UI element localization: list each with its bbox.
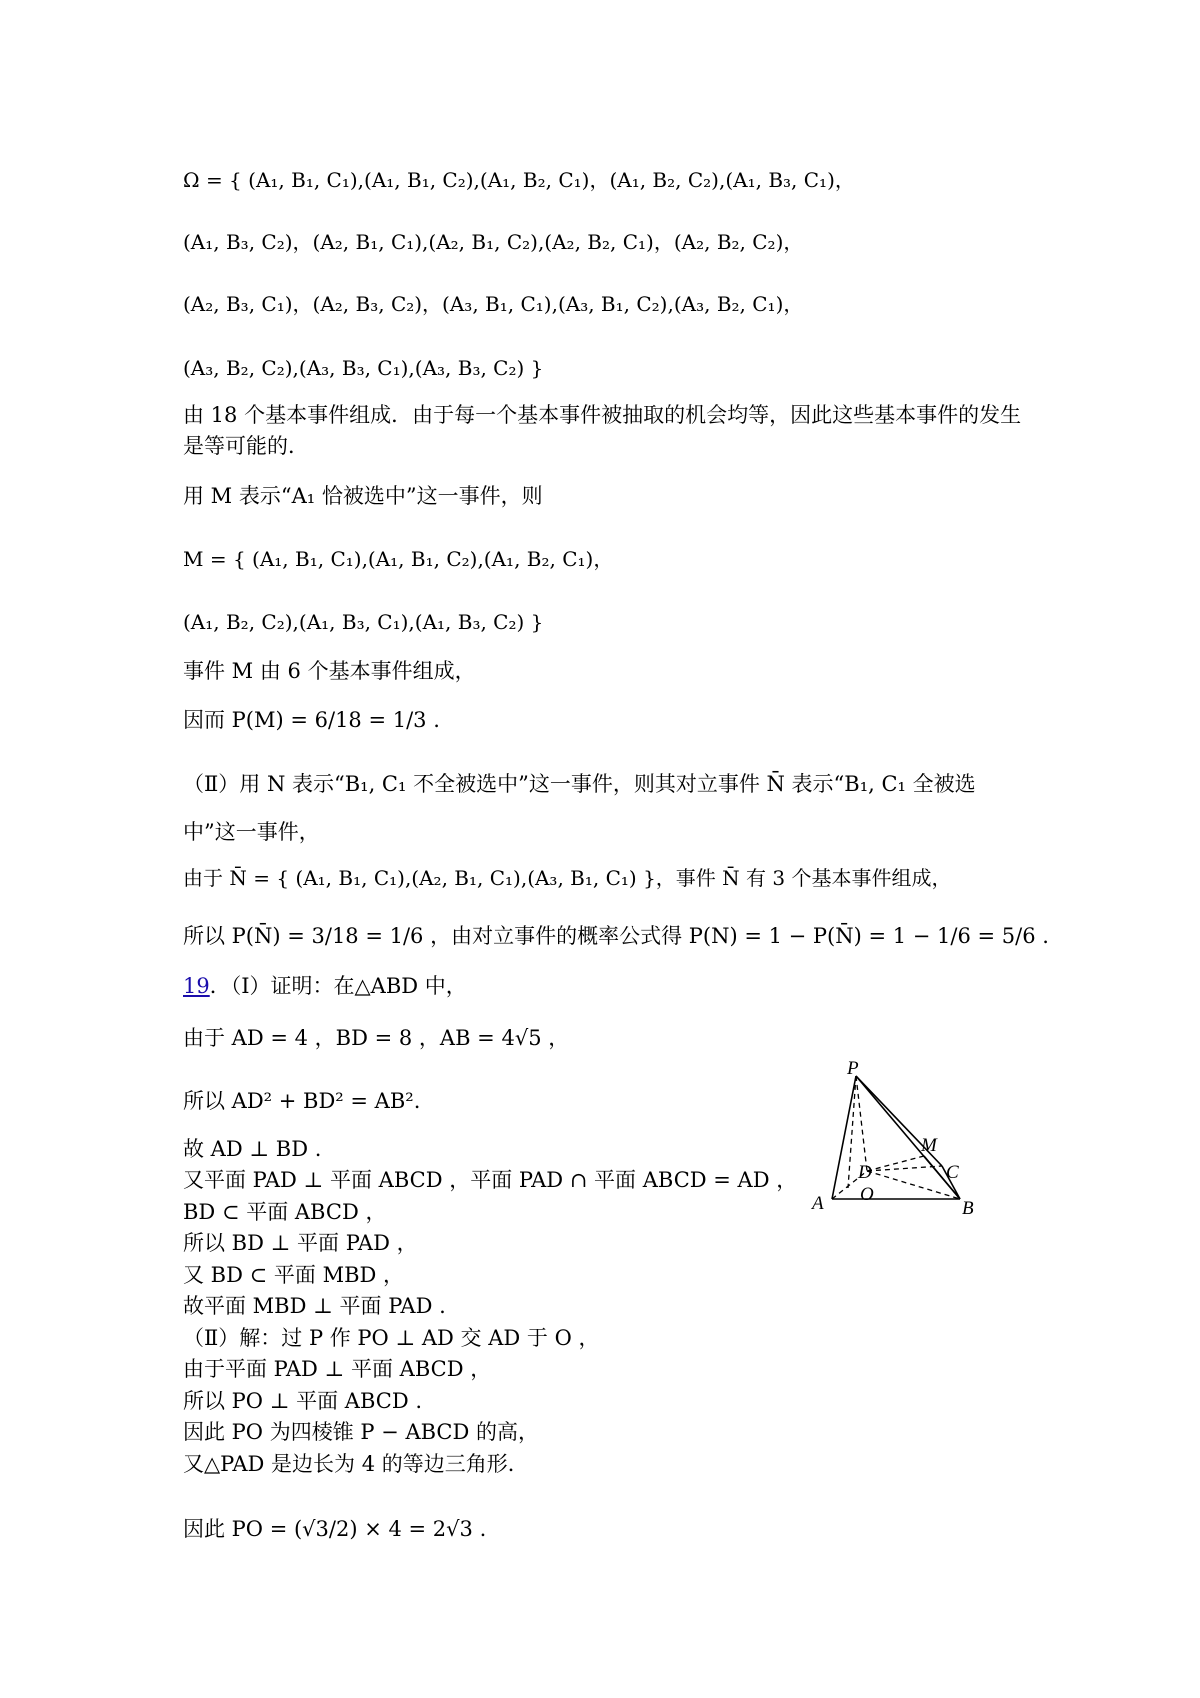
label-a: A <box>812 1193 824 1214</box>
text-line: 又△PAD 是边长为 4 的等边三角形． <box>183 1452 529 1476</box>
problem-19-heading <box>183 972 467 1000</box>
label-m: M <box>921 1135 937 1156</box>
edge-pa <box>832 1076 856 1199</box>
part-ii-line-1: （Ⅱ）用 N 表示“B₁, C₁ 不全被选中”这一事件，则其对立事件 N̄ 表示“B₁, C₁ 全被选 <box>183 772 976 796</box>
probability-n: 所以 P(N̄) = 3/18 = 1/6 ，由对立事件的概率公式得 P(N) = 1 − P(N̄) = 1 − 1/6 = 5/6 . <box>183 924 1049 948</box>
label-p: P <box>847 1058 859 1079</box>
label-b: B <box>962 1198 974 1219</box>
probability-m: 因而 P(M) = 6/18 = 1/3 . <box>183 708 440 732</box>
text-line: 又平面 PAD ⊥ 平面 ABCD ，平面 PAD ∩ 平面 ABCD = AD ， <box>183 1168 798 1192</box>
m-set-line-2: (A₁, B₂, C₂),(A₁, B₃, C₁),(A₁, B₃, C₂) } <box>183 610 544 634</box>
omega-set-line-4: (A₃, B₂, C₂),(A₃, B₃, C₁),(A₃, B₃, C₂) } <box>183 356 544 380</box>
text-line: （Ⅱ）解：过 P 作 PO ⊥ AD 交 AD 于 O ， <box>183 1326 600 1350</box>
text-line: BD ⊂ 平面 ABCD ， <box>183 1200 387 1224</box>
n-bar-set: 由于 N̄ = { (A₁, B₁, C₁),(A₂, B₁, C₁),(A₃, B₁, C₁) }，事件 N̄ 有 3 个基本事件组成， <box>183 866 952 890</box>
label-c: C <box>946 1162 959 1183</box>
text-line: 由于 AD = 4 ，BD = 8 ，AB = 4√5 ， <box>183 1026 570 1050</box>
text-line: 事件 M 由 6 个基本事件组成， <box>183 659 476 683</box>
edge-pd <box>856 1076 867 1171</box>
omega-set-line-1: Ω = { (A₁, B₁, C₁),(A₁, B₁, C₂),(A₁, B₂, C₁)，(A₁, B₂, C₂),(A₁, B₃, C₁)， <box>183 168 855 192</box>
omega-set-line-2: (A₁, B₃, C₂)，(A₂, B₁, C₁),(A₂, B₁, C₂),(A₂, B₂, C₁)，(A₂, B₂, C₂)， <box>183 230 804 254</box>
text-line: 因此 PO 为四棱锥 P − ABCD 的高， <box>183 1420 540 1444</box>
part-ii-line-2: 中”这一事件， <box>183 820 320 844</box>
text-line: 所以 AD² + BD² = AB². <box>183 1089 421 1113</box>
text-line: 由 18 个基本事件组成．由于每一个基本事件被抽取的机会均等，因此这些基本事件的发生 <box>183 403 1022 427</box>
text-line: 所以 PO ⊥ 平面 ABCD . <box>183 1389 423 1413</box>
text-line: 由于平面 PAD ⊥ 平面 ABCD ， <box>183 1357 492 1381</box>
pyramid-solid-edges <box>832 1076 960 1199</box>
label-o: O <box>860 1184 874 1205</box>
text-line: 是等可能的． <box>183 434 309 458</box>
pyramid-figure <box>800 1058 1020 1233</box>
pyramid-hidden-edges <box>832 1076 960 1199</box>
text-line: 故平面 MBD ⊥ 平面 PAD . <box>183 1294 446 1318</box>
label-d: D <box>858 1162 872 1183</box>
problem-19-rest: ．（Ⅰ）证明：在△ABD 中， <box>209 974 467 998</box>
text-line: 故 AD ⊥ BD . <box>183 1137 322 1161</box>
event-m-definition: 用 M 表示“A₁ 恰被选中”这一事件，则 <box>183 484 543 508</box>
omega-set-line-3: (A₂, B₃, C₁)，(A₂, B₃, C₂)，(A₃, B₁, C₁),(A₃, B₁, C₂),(A₃, B₂, C₁)， <box>183 292 804 316</box>
text-line: 又 BD ⊂ 平面 MBD ， <box>183 1263 405 1287</box>
po-height-result: 因此 PO = (√3/2) × 4 = 2√3 . <box>183 1517 487 1541</box>
m-set-line-1: M = { (A₁, B₁, C₁),(A₁, B₁, C₂),(A₁, B₂, C₁)， <box>183 547 614 571</box>
text-line: 所以 BD ⊥ 平面 PAD ， <box>183 1231 418 1255</box>
problem-19-link[interactable]: 19 <box>183 974 210 998</box>
